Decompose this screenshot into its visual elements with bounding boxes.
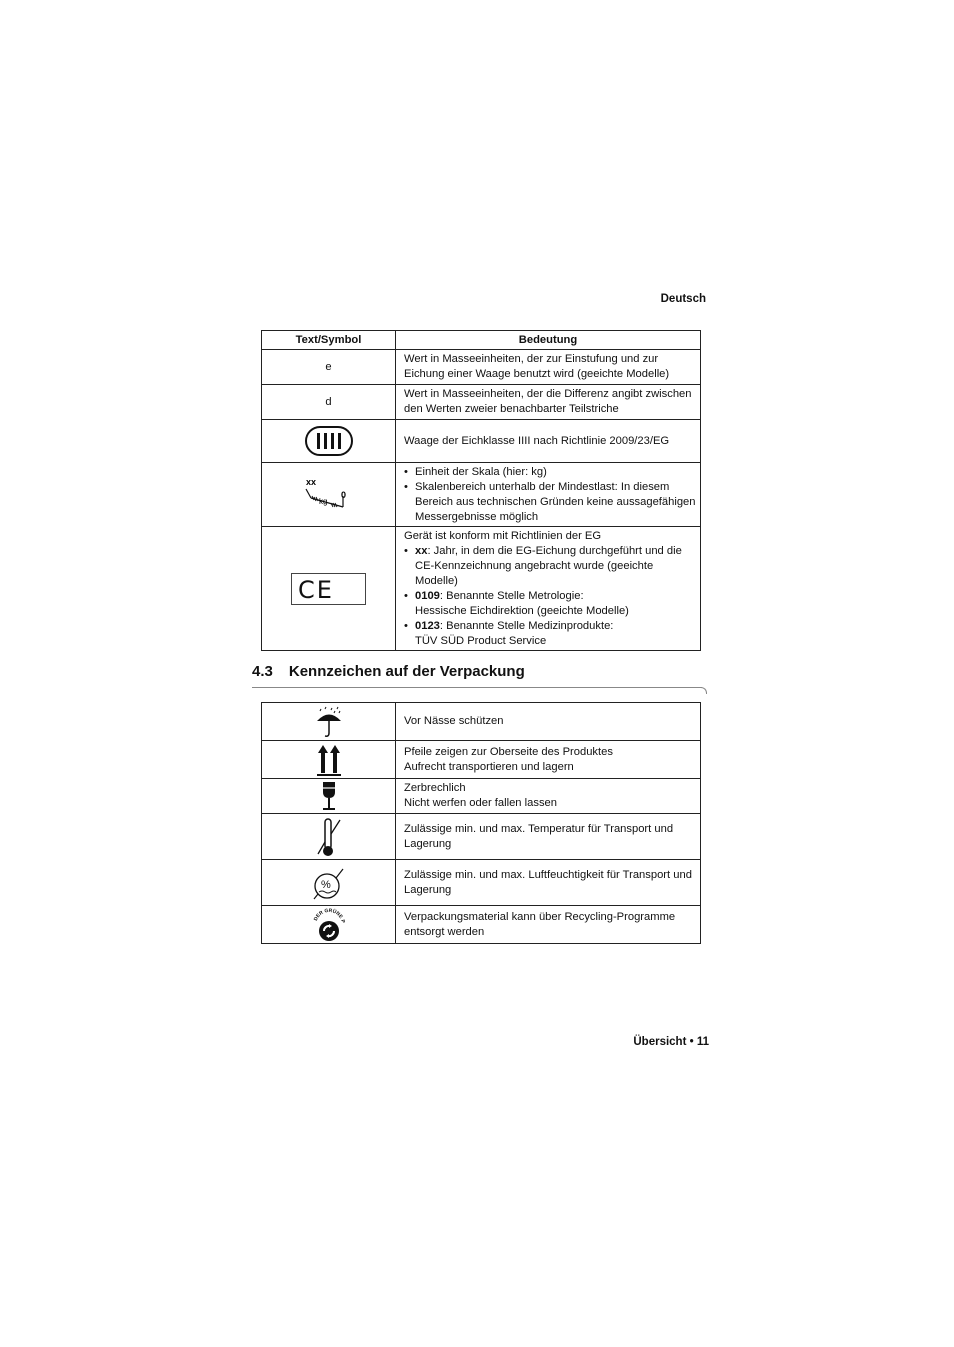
humidity-limit-icon [312, 863, 346, 903]
umbrella-icon [314, 705, 344, 739]
meaning-text: Waage der Eichklasse IIII nach Richtlinie 2009/23/EG [396, 420, 701, 463]
list-item: • 0123: Benannte Stelle Medizinprodukte: [404, 619, 614, 632]
page-footer: Übersicht • 11 [633, 1036, 709, 1048]
green-dot-recycling-icon [310, 908, 348, 942]
table-row: Pfeile zeigen zur Oberseite des Produktes Aufrecht transportieren und lagern [262, 741, 701, 779]
green-dot-logo-text: DER GRÜNE P [312, 907, 346, 924]
symbol-table [261, 330, 701, 651]
table-row [262, 420, 701, 463]
table-row [262, 814, 701, 860]
ce-mark-text: CE [298, 575, 334, 604]
this-side-up-icon [316, 743, 342, 777]
table-row: CE Gerät ist konform mit Richtlinien der EG • xx: Jahr, in dem die EG-Eichung durchgeführt und die CE-Kennzeichnung angebracht wurde (geeichte Modelle) • 0109: Benannte Stelle Metrologie: Hessische Eichdirektion (geeichte Modelle) • 0123: Benannte Stelle Medizinprodukte: TÜV SÜD Product Service [262, 527, 701, 651]
meaning-text: Wert in Masseeinheiten, der zur Einstufung und zur Eichung einer Waage benutzt wird (geeichte Modelle) [396, 350, 701, 385]
scale-xx-label: xx [305, 476, 316, 487]
table-row [262, 350, 701, 385]
scale-range-icon [304, 476, 354, 514]
table-header-row [262, 331, 701, 350]
table-row [262, 906, 701, 944]
svg-text:%: % [320, 878, 331, 891]
meaning-text: Zulässige min. und max. Temperatur für Transport und Lagerung [396, 814, 701, 860]
fragile-glass-icon [319, 780, 339, 812]
meaning-text: Zulässige min. und max. Luftfeuchtigkeit für Transport und Lagerung [396, 860, 701, 906]
meaning-text: Vor Nässe schützen [396, 703, 701, 741]
list-item: • Skalenbereich unterhalb der Mindestlast: In diesem Bereich aus technischen Gründen keine aussagefähigen Messergebnisse möglich [404, 480, 696, 523]
list-item: • 0109: Benannte Stelle Metrologie: [404, 589, 584, 602]
meaning-text: Verpackungsmaterial kann über Recycling-Programme entsorgt werden [396, 906, 701, 944]
language-label: Deutsch [660, 293, 706, 305]
list-item: • xx: Jahr, in dem die EG-Eichung durchgeführt und die CE-Kennzeichnung angebracht wurde (geeichte Modelle) [404, 544, 682, 587]
packaging-symbol-table [261, 702, 701, 944]
symbol-d: d [262, 385, 396, 420]
list-item: • Einheit der Skala (hier: kg) [404, 465, 547, 478]
temperature-limit-icon [314, 816, 344, 858]
table-row [262, 385, 701, 420]
section-heading: 4.3 Kennzeichen auf der Verpackung [252, 663, 525, 680]
column-header-meaning: Bedeutung [396, 331, 701, 350]
section-rule-end [700, 687, 707, 694]
section-rule [252, 687, 702, 688]
ce-mark-icon [291, 573, 366, 605]
scale-kg-label: kg [318, 496, 327, 506]
table-row: Zerbrechlich Nicht werfen oder fallen lassen [262, 779, 701, 814]
symbol-e: e [262, 350, 396, 385]
table-row [262, 463, 701, 527]
column-header-symbol: Text/Symbol [262, 331, 396, 350]
ce-intro: Gerät ist konform mit Richtlinien der EG [404, 529, 602, 542]
scale-zero-label: 0 [340, 489, 346, 500]
table-row [262, 703, 701, 741]
table-row [262, 860, 701, 906]
meaning-text: Wert in Masseeinheiten, der die Differenz angibt zwischen den Werten zweier benachbarter Teilstriche [396, 385, 701, 420]
class-iiii-icon [304, 425, 354, 457]
